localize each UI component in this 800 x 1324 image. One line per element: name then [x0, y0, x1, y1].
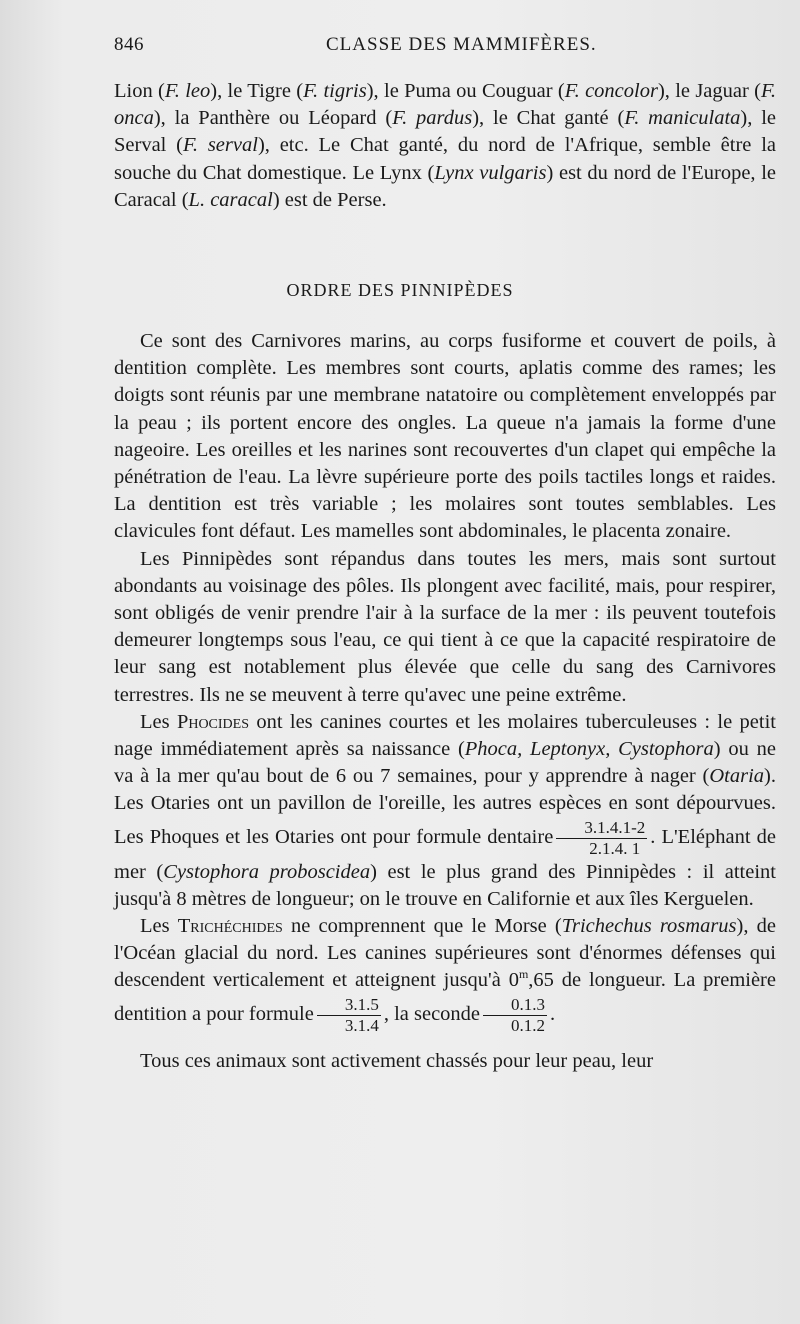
page-number: 846 — [114, 34, 144, 55]
first-dentition-fraction: $\frac{3.1.5}{3.1.4}$ — [317, 995, 381, 1036]
dental-formula-fraction: $\frac{3.1.4.1-2}{2.1.4. 1}$ — [556, 818, 647, 859]
section-title: ORDRE DES PINNIPÈDES — [286, 280, 514, 300]
second-dentition-fraction: $\frac{0.1.3}{0.1.2}$ — [483, 995, 547, 1036]
paragraph-definition: Ce sont des Carnivores marins, au corps fusiforme et couvert de poils, à dentition complète. Les membres sont courts, aplatis comme des rames; les doigts sont réunis par une membrane natatoire ou complètement enveloppés par la peau ; ils portent encore des ongles. La queue n'a jamais la forme d'une nageoire. Les oreilles et les narines sont recouvertes d'un clapet qui empêche la pénétration de l'eau. La lèvre supérieure porte des poils tactiles longs et raides. La dentition est très variable ; les molaires sont toutes semblables. Les clavicules font défaut. Les mamelles sont abdominales, le placenta zonaire. — [114, 330, 776, 543]
paragraph-habitat: Les Pinnipèdes sont répandus dans toutes les mers, mais sont surtout abondants au voisinage des pôles. Ils plongent avec facilité, mais, pour respirer, sont obligés de venir prendre l'air à la surface de la mer : ils peuvent toutefois demeurer longtemps sous l'eau, ce qui tient à ce que la capacité respiratoire de leur sang est notablement plus élevée que celle du sang des Carnivores terrestres. Ils ne se meuvent à terre qu'avec une peine extrême. — [114, 547, 776, 706]
paragraph-hunting: Tous ces animaux sont activement chassés pour leur peau, leur — [140, 1049, 654, 1072]
body-text — [114, 328, 776, 1075]
page-header — [114, 34, 760, 64]
paragraph-trichechides: Les Trichéchides ne comprennent que le Morse (Trichechus rosmarus), de l'Océan glacial du nord. Les canines supérieures sont d'énormes défenses qui descendent verticalement et atteignent jusqu'à 0$^m$,65 de longueur. La première dentition a pour formule $\frac{3.1.5}{3.1.4}$ , la seconde $\frac{0.1.3}{0.1.2}$ . — [114, 915, 776, 1035]
paragraph-phocides: Les Phocides ont les canines courtes et les molaires tuberculeuses : le petit nage immédiatement après sa naissance (Phoca, Leptonyx, Cystophora) ou ne va à la mer qu'au bout de 6 ou 7 semaines, pour y apprendre à nager (Otaria). Les Otaries ont un pavillon de l'oreille, les autres espèces en sont dépourvues. Les Phoques et les Otaries ont pour formule dentaire $\frac{3.1.4.1-2}{2.1.4. 1}$ . L'Eléphant de mer (Cystophora proboscidea) est le plus grand des Pinnipèdes : il atteint jusqu'à 8 mètres de longueur; on le trouve en Californie et aux îles Kerguelen. — [114, 710, 776, 910]
paragraph-felids-end: Lion (F. leo), le Tigre (F. tigris), le Puma ou Couguar (F. concolor), le Jaguar (F. onca), la Panthère ou Léopard (F. pardus), le Chat ganté (F. maniculata), le Serval (F. serval), etc. Le Chat ganté, du nord de l'Afrique, semble être la souche du Chat domestique. Le Lynx (Lynx vulgaris) est du nord de l'Europe, le Caracal (L. caracal) est de Perse. — [114, 80, 777, 211]
running-title: CLASSE DES MAMMIFÈRES. — [326, 34, 597, 55]
